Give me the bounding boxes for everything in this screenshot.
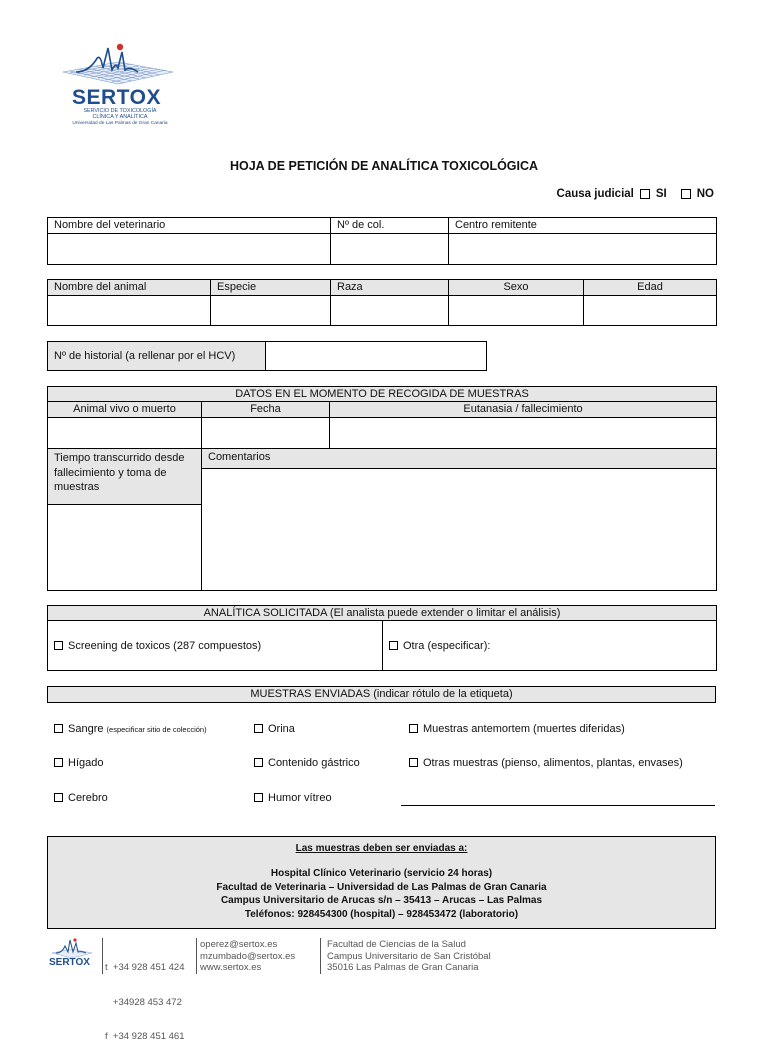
footer-tel-2: +34928 453 472 bbox=[105, 996, 182, 1008]
otra-label: Otra (especificar): bbox=[403, 639, 491, 652]
logo-subtitle-1: SERVICIO DE TOXICOLOGÍA bbox=[83, 108, 157, 114]
humor-checkbox[interactable] bbox=[254, 793, 263, 802]
gastrico-label: Contenido gástrico bbox=[268, 757, 360, 769]
footer-logo bbox=[48, 937, 96, 973]
footer-tel-1: t +34 928 451 424 bbox=[105, 962, 185, 973]
animal-table bbox=[47, 279, 717, 326]
footer-address-1: Facultad de Ciencias de la Salud bbox=[327, 939, 466, 950]
recogida-vivo-input[interactable] bbox=[48, 418, 202, 449]
higado-checkbox[interactable] bbox=[54, 758, 63, 767]
causa-no-label: NO bbox=[696, 188, 714, 200]
form-title: HOJA DE PETICIÓN DE ANALÍTICA TOXICOLÓGICA bbox=[229, 159, 539, 173]
muestras-title: MUESTRAS ENVIADAS (indicar rótulo de la etiqueta) bbox=[48, 687, 716, 703]
recogida-title: DATOS EN EL MOMENTO DE RECOGIDA DE MUESTRAS bbox=[48, 387, 717, 402]
animal-sexo-label: Sexo bbox=[449, 280, 584, 296]
recogida-fecha-input[interactable] bbox=[202, 418, 330, 449]
shipping-line-3: Campus Universitario de Arucas s/n – 35413 – Arucas – Las Palmas bbox=[220, 895, 543, 906]
sertox-logo bbox=[58, 42, 178, 134]
historial-label: Nº de historial (a rellenar por el HCV) bbox=[48, 342, 266, 371]
footer-contacts bbox=[200, 939, 295, 974]
vet-name-label: Nombre del veterinario bbox=[48, 218, 331, 234]
orina-label: Orina bbox=[268, 723, 295, 735]
recogida-fecha-label: Fecha bbox=[202, 402, 330, 418]
vet-centro-label: Centro remitente bbox=[449, 218, 717, 234]
shipping-line-1: Hospital Clínico Veterinario (servicio 24 horas) bbox=[270, 868, 493, 879]
sangre-label: Sangre bbox=[68, 723, 104, 735]
option-otras[interactable] bbox=[409, 757, 683, 769]
otras-label: Otras muestras (pienso, alimentos, plantas, envases) bbox=[423, 757, 683, 769]
animal-name-label: Nombre del animal bbox=[48, 280, 211, 296]
historial-table bbox=[47, 341, 487, 371]
screening-checkbox[interactable] bbox=[54, 641, 63, 650]
shipping-info-box bbox=[47, 836, 716, 929]
animal-especie-label: Especie bbox=[211, 280, 331, 296]
option-cerebro[interactable] bbox=[54, 792, 108, 804]
shipping-line-4: Teléfonos: 928454300 (hospital) – 928453472 (laboratorio) bbox=[244, 908, 519, 920]
animal-name-input[interactable] bbox=[48, 296, 211, 326]
option-antemortem[interactable] bbox=[409, 723, 625, 735]
shipping-line-2: Facultad de Veterinaria – Universidad de Las Palmas de Gran Canaria bbox=[216, 881, 547, 893]
vet-col-label: Nº de col. bbox=[331, 218, 449, 234]
analitica-screening-cell bbox=[48, 621, 383, 671]
higado-label: Hígado bbox=[68, 757, 104, 769]
footer-fax: f +34 928 451 461 bbox=[105, 1031, 185, 1042]
animal-edad-label: Edad bbox=[584, 280, 717, 296]
footer-divider-3 bbox=[320, 938, 321, 974]
recogida-tiempo-input[interactable] bbox=[48, 505, 202, 591]
recogida-table bbox=[47, 386, 717, 591]
animal-sexo-input[interactable] bbox=[449, 296, 584, 326]
footer-address bbox=[327, 939, 491, 974]
animal-edad-input[interactable] bbox=[584, 296, 717, 326]
vet-table bbox=[47, 217, 717, 265]
muestras-table bbox=[47, 686, 716, 703]
cerebro-checkbox[interactable] bbox=[54, 793, 63, 802]
recogida-comentarios-label: Comentarios bbox=[202, 449, 717, 469]
causa-judicial bbox=[557, 188, 714, 200]
recogida-eutanasia-input[interactable] bbox=[330, 418, 717, 449]
animal-raza-input[interactable] bbox=[331, 296, 449, 326]
logo-subtitle-3: Universidad de Las Palmas de Gran Canaria bbox=[72, 121, 168, 126]
footer-logo-wordmark: SERTOX bbox=[49, 957, 90, 968]
footer-web[interactable]: www.sertox.es bbox=[200, 962, 262, 973]
footer-email-2[interactable]: mzumbado@sertox.es bbox=[200, 950, 296, 962]
footer-divider-2 bbox=[196, 938, 197, 974]
antemortem-checkbox[interactable] bbox=[409, 724, 418, 733]
orina-checkbox[interactable] bbox=[254, 724, 263, 733]
logo-graphic-icon bbox=[58, 42, 178, 92]
vet-col-input[interactable] bbox=[331, 234, 449, 265]
analitica-table bbox=[47, 605, 717, 671]
sangre-note: (especificar sitio de colección) bbox=[106, 725, 207, 734]
shipping-heading: Las muestras deben ser enviadas a: bbox=[295, 843, 468, 854]
option-orina[interactable] bbox=[254, 723, 295, 735]
recogida-comentarios-input[interactable] bbox=[202, 469, 717, 591]
cerebro-label: Cerebro bbox=[68, 792, 108, 804]
antemortem-label: Muestras antemortem (muertes diferidas) bbox=[423, 723, 625, 735]
footer-address-3: 35016 Las Palmas de Gran Canaria bbox=[327, 962, 479, 973]
recogida-vivo-label: Animal vivo o muerto bbox=[48, 402, 202, 418]
option-sangre[interactable] bbox=[54, 723, 207, 735]
sangre-checkbox[interactable] bbox=[54, 724, 63, 733]
causa-no-checkbox[interactable] bbox=[681, 189, 691, 199]
recogida-tiempo-label: Tiempo transcurrido desde fallecimiento y toma de muestras bbox=[48, 449, 202, 505]
humor-label: Humor vítreo bbox=[268, 792, 332, 804]
footer-logo-graphic-icon bbox=[48, 937, 96, 959]
animal-raza-label: Raza bbox=[331, 280, 449, 296]
option-gastrico[interactable] bbox=[254, 757, 360, 769]
option-humor[interactable] bbox=[254, 792, 332, 804]
gastrico-checkbox[interactable] bbox=[254, 758, 263, 767]
historial-input[interactable] bbox=[266, 342, 487, 371]
logo-wordmark: SERTOX bbox=[72, 86, 161, 109]
logo-subtitle-2: CLÍNICA Y ANALÍTICA bbox=[92, 114, 148, 120]
recogida-eutanasia-label: Eutanasia / fallecimiento bbox=[330, 402, 717, 418]
footer-email-1[interactable]: operez@sertox.es bbox=[200, 939, 278, 950]
analitica-title: ANALÍTICA SOLICITADA (El analista puede extender o limitar el análisis) bbox=[48, 606, 717, 621]
otras-specify-line[interactable] bbox=[401, 805, 715, 806]
analitica-otra-cell bbox=[383, 621, 717, 671]
vet-name-input[interactable] bbox=[48, 234, 331, 265]
animal-especie-input[interactable] bbox=[211, 296, 331, 326]
causa-label: Causa judicial bbox=[556, 188, 634, 200]
footer-address-2: Campus Universitario de San Cristóbal bbox=[327, 950, 491, 962]
option-higado[interactable] bbox=[54, 757, 103, 769]
otras-checkbox[interactable] bbox=[409, 758, 418, 767]
causa-si-label: SI bbox=[655, 188, 667, 200]
footer-divider-1 bbox=[102, 938, 103, 974]
screening-label: Screening de toxicos (287 compuestos) bbox=[68, 639, 262, 652]
footer-phones bbox=[105, 939, 185, 1054]
vet-centro-input[interactable] bbox=[449, 234, 717, 265]
causa-si-checkbox[interactable] bbox=[640, 189, 650, 199]
otra-checkbox[interactable] bbox=[389, 641, 398, 650]
